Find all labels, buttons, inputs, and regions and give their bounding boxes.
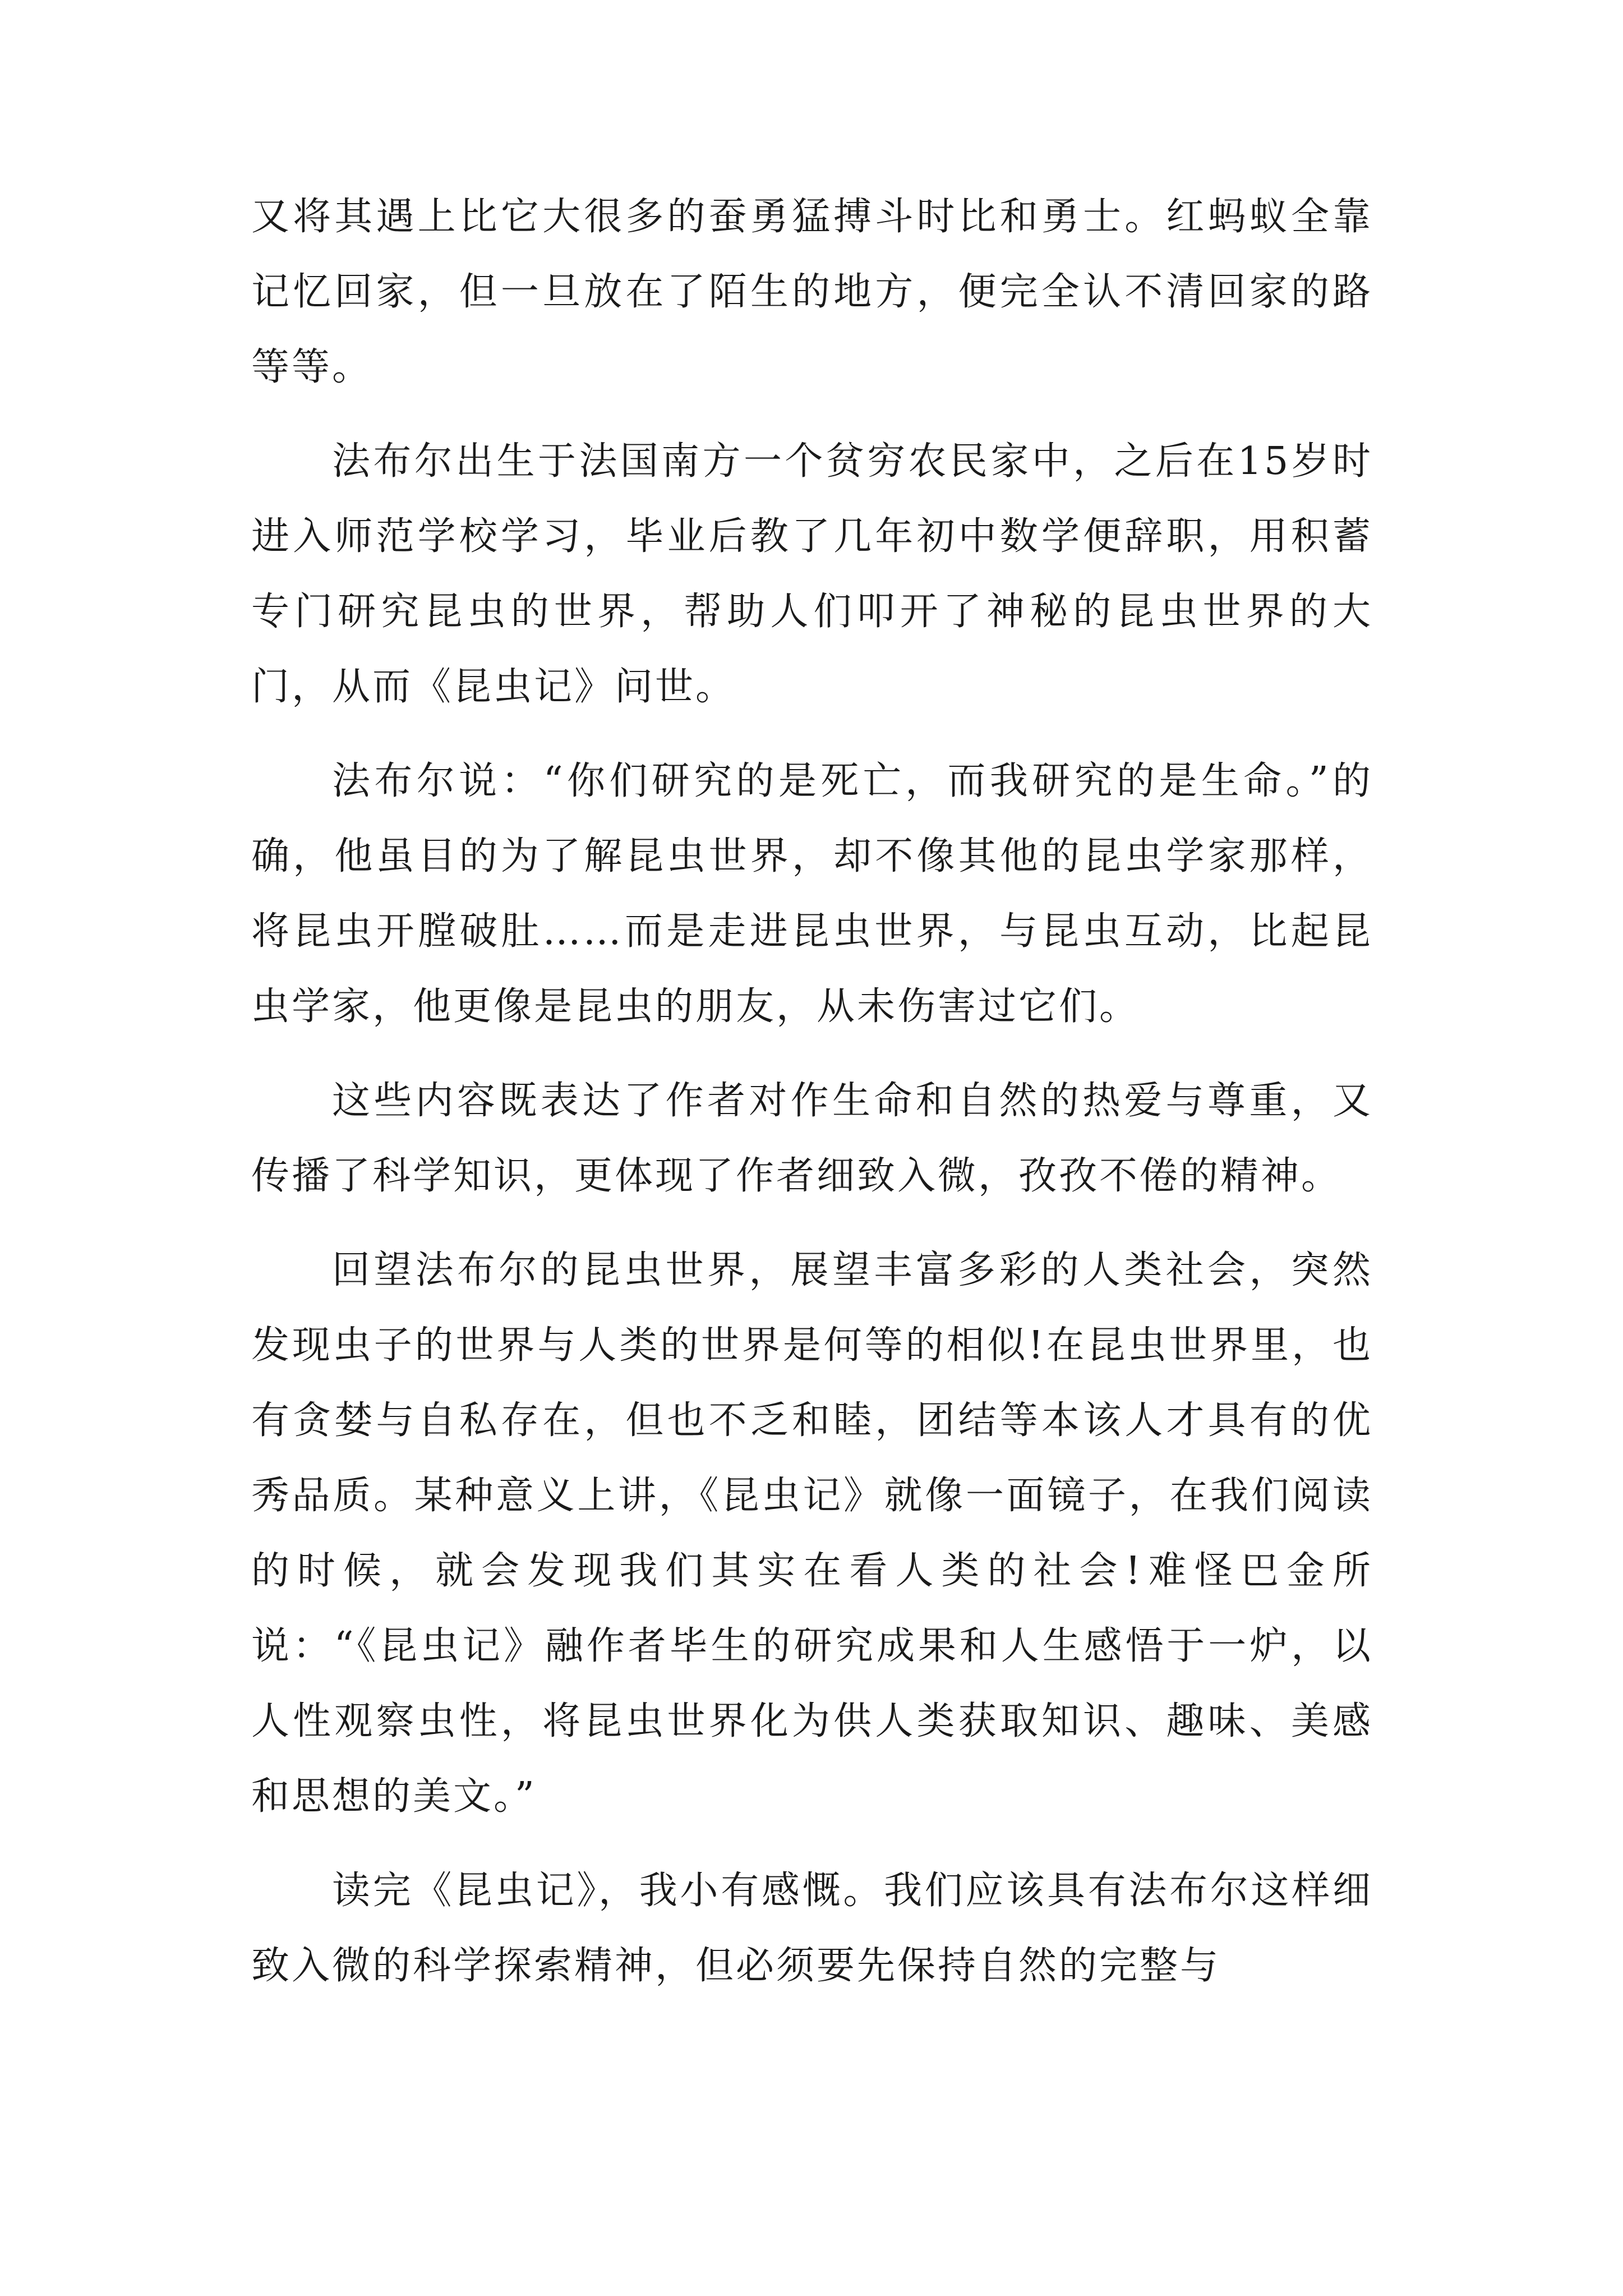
- paragraph-5: 回望法布尔的昆虫世界，展望丰富多彩的人类社会，突然发现虫子的世界与人类的世界是何等的相似!在昆虫世界里，也有贪婪与自私存在，但也不乏和睦，团结等本该人才具有的优秀品质。某种意义上讲，《昆虫记》就像一面镜子，在我们阅读的时候，就会发现我们其实在看人类的社会!难怪巴金所说：“《昆虫记》融作者毕生的研究成果和人生感悟于一炉，以人性观察虫性，将昆虫世界化为供人类获取知识、趣味、美感和思想的美文。”: [251, 1248, 1373, 1819]
- paragraph-6: 读完《昆虫记》，我小有感慨。我们应该具有法布尔这样细致入微的科学探索精神，但必须要先保持自然的完整与: [251, 1869, 1373, 1988]
- paragraph-1: 又将其遇上比它大很多的蚕勇猛搏斗时比和勇士。红蚂蚁全靠记忆回家，但一旦放在了陌生的地方，便完全认不清回家的路等等。: [251, 195, 1373, 389]
- paragraph-2: 法布尔出生于法国南方一个贫穷农民家中，之后在15岁时进入师范学校学习，毕业后教了几年初中数学便辞职，用积蓄专门研究昆虫的世界，帮助人们叩开了神秘的昆虫世界的大门，从而《昆虫记》问世。: [251, 439, 1373, 709]
- paragraph-4: 这些内容既表达了作者对作生命和自然的热爱与尊重，又传播了科学知识，更体现了作者细致入微，孜孜不倦的精神。: [251, 1079, 1373, 1198]
- paragraph-3: 法布尔说：“你们研究的是死亡，而我研究的是生命。”的确，他虽目的为了解昆虫世界，却不像其他的昆虫学家那样，将昆虫开膛破肚……而是走进昆虫世界，与昆虫互动，比起昆虫学家，他更像是昆虫的朋友，从未伤害过它们。: [251, 759, 1373, 1029]
- document-body: [251, 180, 1373, 2023]
